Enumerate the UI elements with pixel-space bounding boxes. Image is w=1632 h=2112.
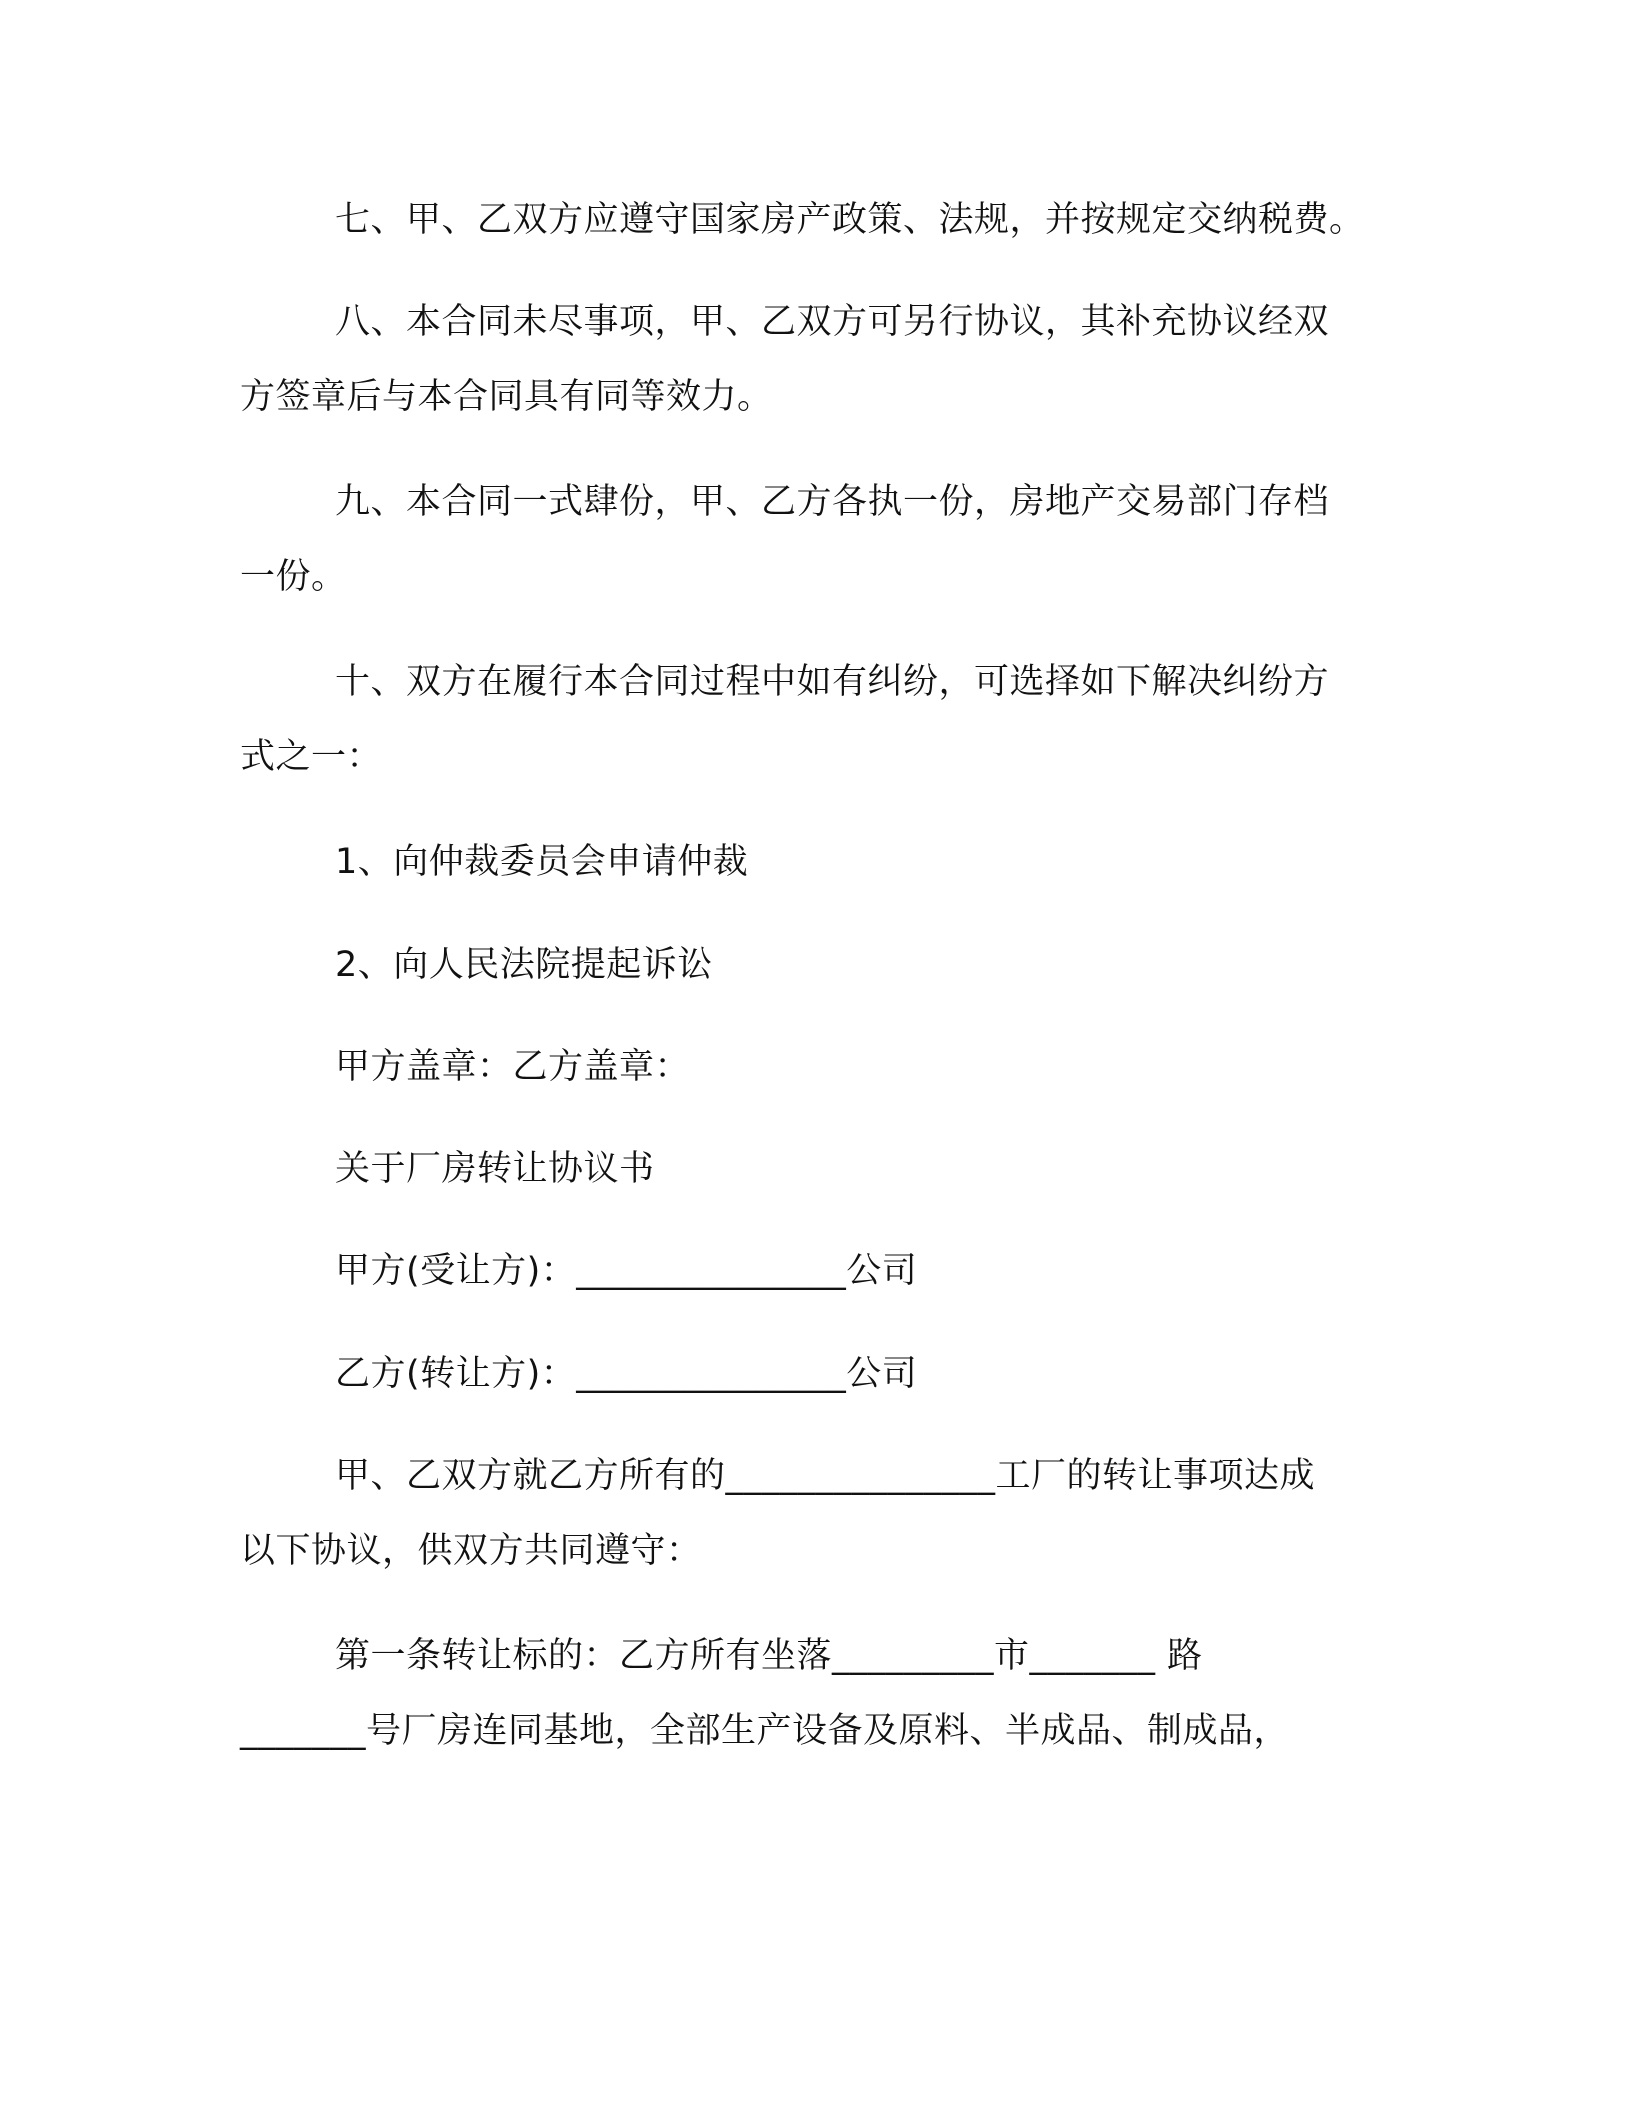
clause-9-line-2: 一份。 <box>240 557 347 597</box>
article-1-line-1: 第一条转让标的：乙方所有坐落_________市_______ 路 <box>335 1636 1203 1676</box>
option-1: 1、向仲裁委员会申请仲裁 <box>335 842 749 882</box>
option-2: 2、向人民法院提起诉讼 <box>335 945 713 985</box>
clause-8-line-1: 八、本合同未尽事项，甲、乙双方可另行协议，其补充协议经双 <box>335 302 1330 342</box>
clause-10-line-1: 十、双方在履行本合同过程中如有纠纷，可选择如下解决纠纷方 <box>335 662 1330 702</box>
preamble-line-1: 甲、乙双方就乙方所有的_______________工厂的转让事项达成 <box>335 1456 1316 1496</box>
agreement-title: 关于厂房转让协议书 <box>335 1149 655 1189</box>
clause-9-line-1: 九、本合同一式肆份，甲、乙方各执一份，房地产交易部门存档 <box>335 482 1330 522</box>
signature-line: 甲方盖章：乙方盖章： <box>335 1047 691 1087</box>
clause-10-line-2: 式之一： <box>240 737 383 777</box>
clause-8-line-2: 方签章后与本合同具有同等效力。 <box>240 377 773 417</box>
clause-7: 七、甲、乙双方应遵守国家房产政策、法规，并按规定交纳税费。 <box>335 200 1365 240</box>
preamble-line-2: 以下协议，供双方共同遵守： <box>240 1531 702 1571</box>
party-a-line: 甲方(受让方)：_______________公司 <box>335 1251 918 1291</box>
party-b-line: 乙方(转让方)：_______________公司 <box>335 1354 918 1394</box>
article-1-line-2: _______号厂房连同基地，全部生产设备及原料、半成品、制成品， <box>240 1711 1290 1751</box>
